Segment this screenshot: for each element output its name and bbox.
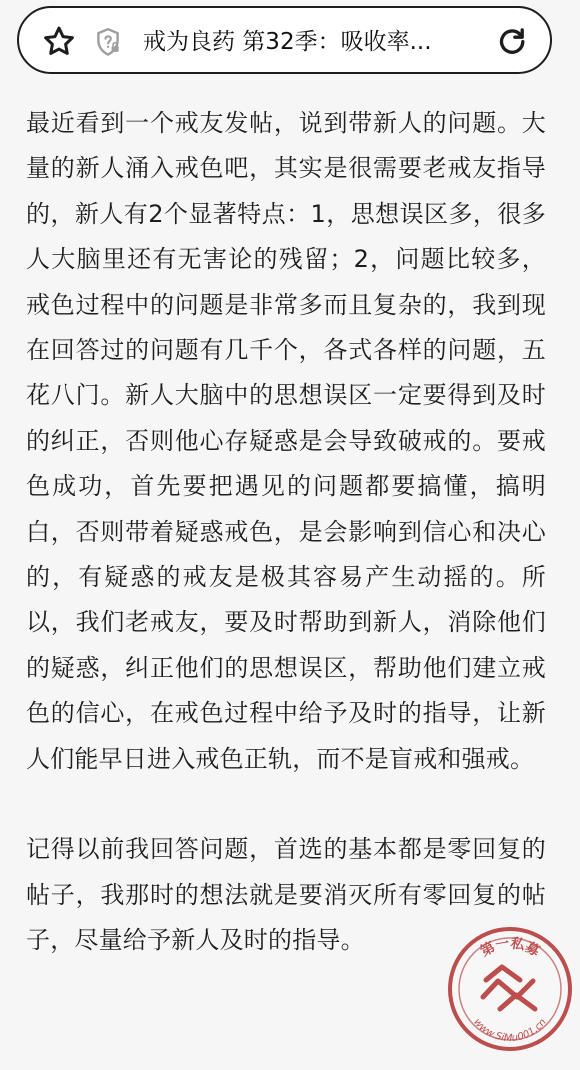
page-title: 戒为良药 第32季：吸收率... (143, 29, 432, 55)
svg-text:www.SiMu001.cn: www.SiMu001.cn (471, 1016, 549, 1045)
address-bar[interactable] (17, 6, 552, 74)
shield-lock-icon[interactable] (92, 26, 124, 58)
article-paragraph-1: 最近看到一个戒友发帖，说到带新人的问题。大量的新人涌入戒色吧，其实是很需要老戒友指导的，新人有2个显著特点：1，思想误区多，很多人大脑里还有无害论的残留；2，问题比较多，戒色过程中的问题是非常多而且复杂的，我到现在回答过的问题有几千个，各式各样的问题，五花八门。新人大脑中的思想误区一定要得到及时的纠正，否则他心存疑惑是会导致破戒的。要戒色成功，首先要把遇见的问题都要搞懂，搞明白，否则带着疑惑戒色，是会影响到信心和决心的，有疑惑的戒友是极其容易产生动摇的。所以，我们老戒友，要及时帮助到新人，消除他们的疑惑，纠正他们的思想误区，帮助他们建立戒色的信心，在戒色过程中给予及时的指导，让新人们能早日进入戒色正轨，而不是盲戒和强戒。 (26, 109, 546, 773)
star-icon[interactable] (41, 24, 77, 60)
article-content (26, 101, 546, 963)
article-paragraph-2: 记得以前我回答问题，首选的基本都是零回复的帖子，我那时的想法就是要消灭所有零回复的帖子，尽量给予新人及时的指导。 (26, 835, 546, 954)
svg-text:第一私募: 第一私募 (477, 935, 543, 961)
reload-icon[interactable] (493, 23, 531, 61)
browser-top-bar (0, 0, 580, 86)
watermark-logo (444, 923, 576, 1055)
